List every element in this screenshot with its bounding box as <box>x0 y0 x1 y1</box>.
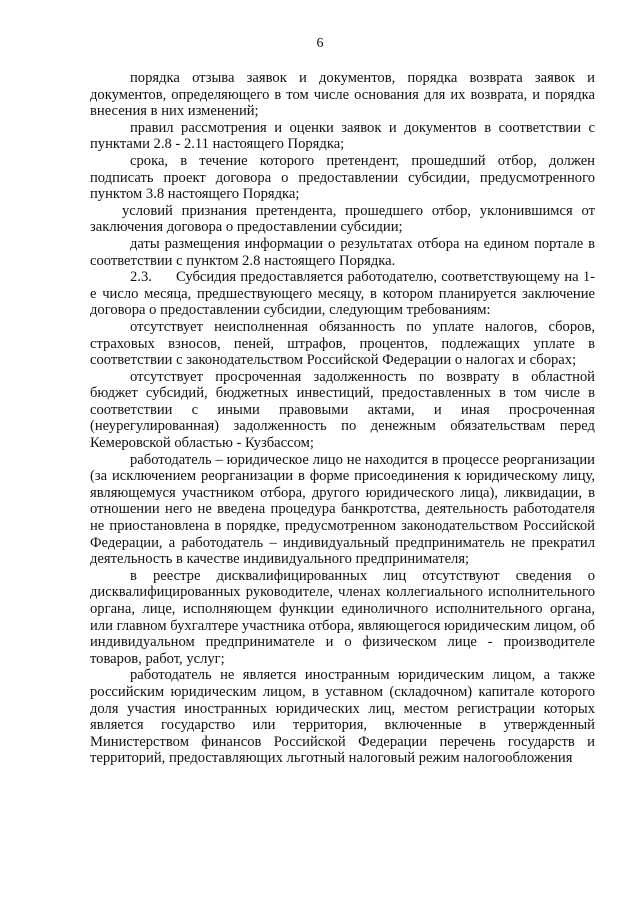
paragraph-3: срока, в течение которого претендент, прошедший отбор, должен подписать проект договора о предоставлении субсидии, предусмотренного пунктом 3.8 настоящего Порядка; <box>90 152 595 203</box>
paragraph-11: работодатель не является иностранным юридическим лицом, а также российским юридическим лицом, в уставном (складочном) капитале которого доля участия иностранных юридических лиц, местом регистрации которых является государство или территория, включенные в утвержденный Министерством финансов Российской Федерации перечень государств и территорий, предоставляющих льготный налоговый режим налогообложения <box>90 667 595 767</box>
clause-number: 2.3. <box>130 269 152 286</box>
page-number: 6 <box>316 36 324 51</box>
clause-text: Субсидия предоставляется работодателю, соответствующему на 1-е число месяца, предшествующего месяцу, в котором планируется заключение договора о предоставлении субсидии, следующим требованиям: <box>90 269 595 319</box>
document-body <box>90 70 595 767</box>
paragraph-4: условий признания претендента, прошедшего отбор, уклонившимся от заключения договора о предоставлении субсидии; <box>90 202 595 236</box>
paragraph-9: работодатель – юридическое лицо не находится в процессе реорганизации (за исключением реорганизации в форме присоединения к юридическому лицу, являющемуся участником отбора, другого юридического лица), ликвидации, в отношении него не введена процедура банкротства, деятельность работодателя не приостановлена в порядке, предусмотренном законодательством Российской Федерации, а работодатель – индивидуальный предприниматель не прекратил деятельность в качестве индивидуального предпринимателя; <box>90 451 595 568</box>
paragraph-2: правил рассмотрения и оценки заявок и документов в соответствии с пунктами 2.8 - 2.11 настоящего Порядка; <box>90 119 595 153</box>
paragraph-10: в реестре дисквалифицированных лиц отсутствуют сведения о дисквалифицированных руководителе, членах коллегиального исполнительного органа, лице, исполняющем функции единоличного исполнительного органа, или главном бухгалтере участника отбора, являющегося юридическим лицом, об индивидуальном предпринимателе и о физическом лице - производителе товаров, работ, услуг; <box>90 567 595 667</box>
paragraph-1: порядка отзыва заявок и документов, порядка возврата заявок и документов, определяющего в том числе основания для их возврата, и порядка внесения в них изменений; <box>90 70 595 120</box>
paragraph-8: отсутствует просроченная задолженность по возврату в областной бюджет субсидий, бюджетных инвестиций, предоставленных в том числе в соответствии с иными правовыми актами, и иная просроченная (неурегулированная) задолженность по денежным обязательствам перед Кемеровской областью - Кузбассом; <box>90 368 595 452</box>
paragraph-7: отсутствует неисполненная обязанность по уплате налогов, сборов, страховых взносов, пеней, штрафов, процентов, подлежащих уплате в соответствии с законодательством Российской Федерации о налогах и сборах; <box>90 318 595 369</box>
paragraph-2-3 <box>90 269 595 319</box>
paragraph-5: даты размещения информации о результатах отбора на едином портале в соответствии с пунктом 2.8 настоящего Порядка. <box>90 235 595 269</box>
